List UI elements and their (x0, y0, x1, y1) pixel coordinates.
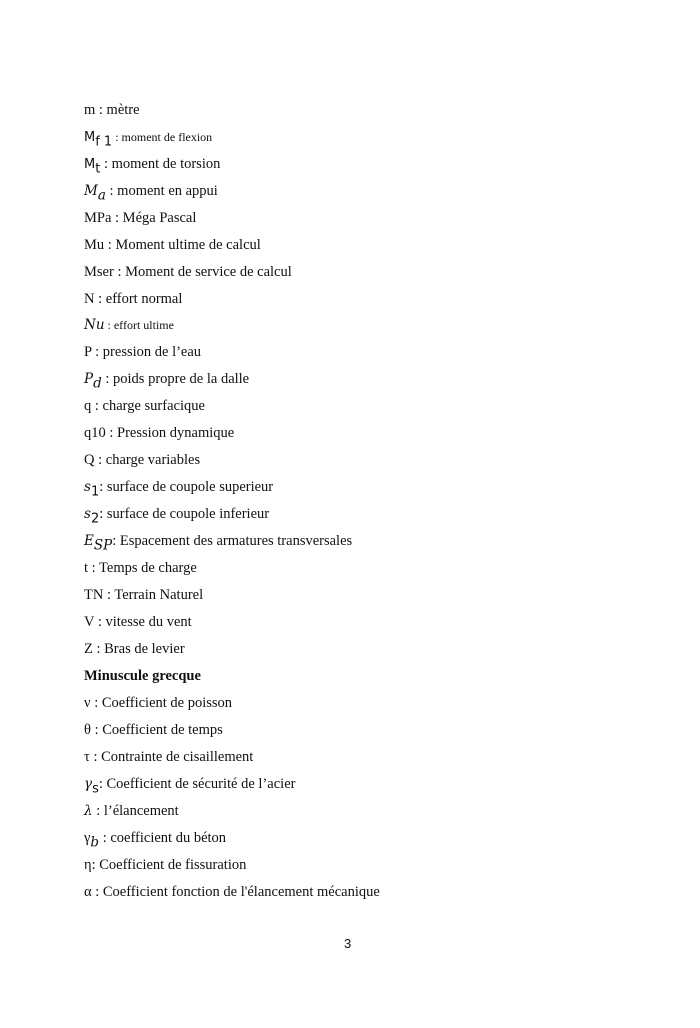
entry-symbol: M (84, 183, 98, 199)
entry-definition: : surface de coupole superieur (99, 479, 274, 495)
entry-definition: : Coefficient de sécurité de l’acier (98, 776, 296, 792)
entry-definition: : Coefficient de temps (90, 722, 223, 738)
entry-s2 (84, 505, 270, 527)
entry-symbol: γ (84, 830, 91, 846)
entry-definition: : Coefficient fonction de l'élancement mécanique (91, 884, 380, 900)
entry-definition: : poids propre de la dalle (101, 371, 250, 387)
entry-symbol: γ (84, 776, 93, 792)
entry-definition: : Moment ultime de calcul (104, 237, 261, 253)
entry-definition: : Moment de service de calcul (113, 264, 292, 280)
entry-mser (84, 263, 292, 281)
entry-definition: : mètre (95, 102, 140, 118)
entry-s1 (84, 478, 274, 500)
entry-theta (84, 721, 223, 739)
entry-v (84, 613, 192, 631)
entry-m (84, 101, 140, 119)
entry-symbol: ν (84, 695, 91, 711)
entry-gamma-b (84, 829, 227, 851)
entry-symbol: E (84, 533, 94, 549)
entry-symbol: Q (84, 452, 95, 468)
page-number: 3 (344, 936, 352, 951)
entry-symbol: η (84, 857, 92, 873)
entry-definition: : Bras de levier (92, 641, 185, 657)
entry-mf1 (84, 128, 213, 150)
entry-symbol: q (84, 398, 92, 414)
entry-tn (84, 586, 203, 604)
entry-definition: : effort ultime (104, 318, 174, 332)
entry-symbol: q10 (84, 425, 106, 441)
entry-subscript: f 1 (95, 134, 113, 150)
entry-definition: : moment de flexion (112, 130, 213, 144)
section-heading-greek: Minuscule grecque (84, 668, 201, 684)
entry-subscript: a (97, 187, 106, 204)
entry-subscript: SP (93, 537, 113, 554)
entry-symbol: V (84, 614, 95, 630)
entry-definition: : effort normal (94, 291, 183, 307)
entry-definition: : Temps de charge (88, 560, 197, 576)
entry-symbol: m (84, 102, 96, 118)
entry-definition: : Pression dynamique (105, 425, 235, 441)
entry-n (84, 290, 182, 308)
entry-definition: : Contrainte de cisaillement (89, 749, 254, 765)
entry-subscript: b (90, 834, 100, 851)
entry-symbol: Mser (84, 264, 114, 280)
entry-mu (84, 236, 261, 254)
entry-symbol: M (84, 157, 96, 172)
entry-symbol: s (84, 479, 91, 495)
entry-symbol: λ (84, 803, 93, 819)
entry-definition: : surface de coupole inferieur (99, 506, 270, 522)
entry-definition: : coefficient du béton (99, 830, 227, 846)
entry-symbol: τ (84, 749, 90, 765)
entry-definition: : Coefficient de fissuration (91, 857, 247, 873)
entry-tau (84, 748, 253, 766)
entry-symbol: s (84, 506, 91, 522)
entry-definition: : Terrain Naturel (103, 587, 204, 603)
entry-nu-greek (84, 694, 232, 712)
entry-subscript: 1 (90, 484, 100, 500)
entry-definition: : charge variables (94, 452, 201, 468)
entry-definition: : Méga Pascal (111, 210, 197, 226)
entry-q (84, 397, 205, 415)
entry-p (84, 343, 201, 361)
entry-mt (84, 155, 221, 177)
entry-lambda (84, 802, 179, 820)
entry-symbol: θ (84, 722, 91, 738)
entry-eta (84, 856, 246, 874)
entry-symbol: Nu (84, 317, 105, 333)
entry-alpha (84, 883, 380, 901)
entry-z (84, 640, 185, 658)
entry-gamma-s (84, 775, 296, 797)
entry-symbol: N (84, 291, 95, 307)
entry-symbol: α (84, 884, 92, 900)
entry-pd (84, 370, 250, 392)
entry-subscript: 2 (90, 511, 100, 527)
entry-nu (84, 316, 174, 334)
entry-q10 (84, 424, 234, 442)
entry-subscript: d (93, 375, 102, 392)
entry-subscript: s (92, 781, 99, 797)
entry-symbol: TN (84, 587, 104, 603)
entry-symbol: Mu (84, 237, 105, 253)
entry-symbol: M (84, 130, 96, 145)
entry-symbol: P (84, 371, 94, 387)
entry-symbol: t (84, 560, 89, 576)
entry-definition: : vitesse du vent (94, 614, 192, 630)
entry-definition: : pression de l’eau (91, 344, 202, 360)
entry-definition: : charge surfacique (91, 398, 205, 414)
entry-definition: : Espacement des armatures transversales (112, 533, 353, 549)
entry-subscript: t (95, 161, 101, 177)
entry-q-variable (84, 451, 200, 469)
entry-definition: : l’élancement (92, 803, 179, 819)
entry-symbol: Z (84, 641, 93, 657)
entry-ma (84, 182, 218, 204)
entry-symbol: MPa (84, 210, 112, 226)
entry-esp (84, 532, 353, 554)
entry-mpa (84, 209, 196, 227)
entry-definition: : moment en appui (105, 183, 218, 199)
entry-definition: : moment de torsion (100, 156, 221, 172)
entry-definition: : Coefficient de poisson (90, 695, 233, 711)
entry-t (84, 559, 197, 577)
entry-symbol: P (84, 344, 92, 360)
